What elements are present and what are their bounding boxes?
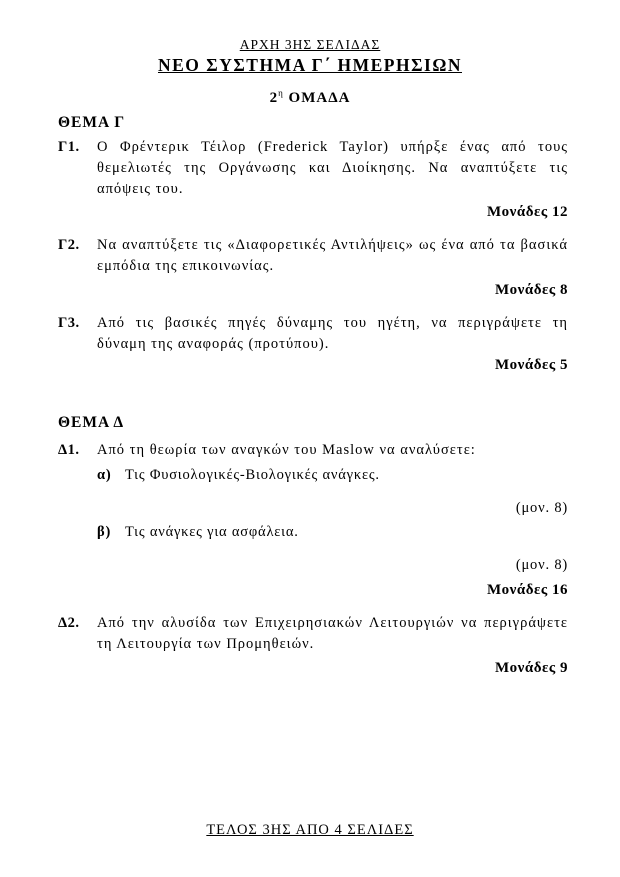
question-number: Γ3. xyxy=(58,315,80,331)
marks-g1: Μονάδες 12 xyxy=(486,204,568,220)
question-number: Γ2. xyxy=(58,237,80,253)
group-superscript: η xyxy=(278,88,284,98)
group-number: 2 xyxy=(269,90,279,106)
question-number: Δ1. xyxy=(58,442,80,458)
question-text: Από τις βασικές πηγές δύναμης του ηγέτη, να περιγράψετε τη δύναμη της αναφοράς (προτύπου). xyxy=(97,315,568,352)
question-number: Γ1. xyxy=(58,139,80,155)
subquestion-a xyxy=(97,467,380,484)
subquestion-letter: β) xyxy=(97,524,112,540)
marks-g2: Μονάδες 8 xyxy=(494,282,568,298)
subquestion-text: Τις ανάγκες για ασφάλεια. xyxy=(125,524,299,540)
theme-g-title: ΘΕΜΑ Γ xyxy=(58,114,126,131)
subquestion-b xyxy=(97,524,299,541)
question-text: Από την αλυσίδα των Επιχειρησιακών Λειτουργιών να περιγράψετε τη Λειτουργία των Προμηθειών. xyxy=(97,615,568,652)
page-start-header: ΑΡΧΗ 3ΗΣ ΣΕΛΙΔΑΣ xyxy=(239,37,381,52)
subquestion-letter: α) xyxy=(97,467,112,483)
question-text: Να αναπτύξετε τις «Διαφορετικές Αντιλήψεις» ως ένα από τα βασικά εμπόδια της επικοινωνίας. xyxy=(97,237,568,274)
question-text: Ο Φρέντερικ Τέιλορ (Frederick Taylor) υπήρξε ένας από τους θεμελιωτές της Οργάνωσης και Διοίκησης. Να αναπτύξετε τις απόψεις του. xyxy=(97,139,568,197)
subquestion-b-marks: (μον. 8) xyxy=(515,557,568,573)
marks-d2: Μονάδες 9 xyxy=(494,660,568,676)
question-text: Από τη θεωρία των αναγκών του Maslow να αναλύσετε: xyxy=(97,442,476,458)
subquestion-a-marks: (μον. 8) xyxy=(515,500,568,516)
page-end-footer: ΤΕΛΟΣ 3ΗΣ ΑΠΟ 4 ΣΕΛΙΔΕΣ xyxy=(206,822,414,838)
question-number: Δ2. xyxy=(58,615,80,631)
group-word: ΟΜΑΔΑ xyxy=(288,90,351,106)
subquestion-text: Τις Φυσιολογικές-Βιολογικές ανάγκες. xyxy=(125,467,380,483)
marks-d1: Μονάδες 16 xyxy=(486,582,568,598)
marks-g3: Μονάδες 5 xyxy=(494,357,568,373)
theme-d-title: ΘΕΜΑ Δ xyxy=(58,414,125,431)
group-title xyxy=(0,88,620,107)
system-title: ΝΕΟ ΣΥΣΤΗΜΑ Γ΄ ΗΜΕΡΗΣΙΩΝ xyxy=(157,55,462,75)
